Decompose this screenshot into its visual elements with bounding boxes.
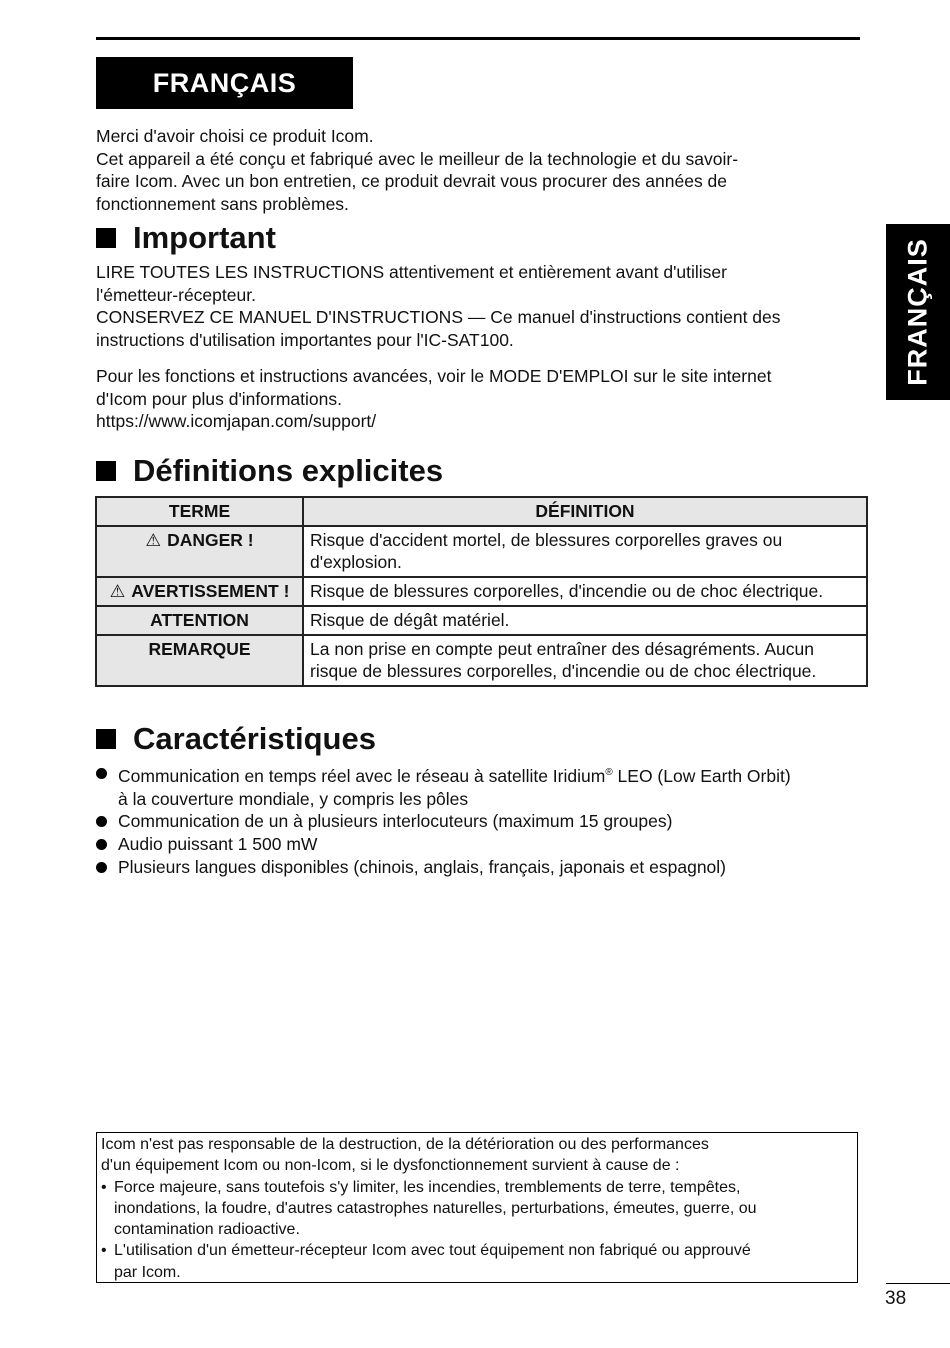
text-line: Pour les fonctions et instructions avancées, voir le MODE D'EMPLOI sur le site internet <box>96 366 772 386</box>
list-item <box>96 856 876 879</box>
features-list <box>96 762 876 878</box>
table-row <box>96 635 867 686</box>
text-line: d'Icom pour plus d'informations. <box>96 388 342 409</box>
disclaimer-box <box>96 1132 858 1283</box>
term-cell <box>96 526 303 577</box>
definition-cell <box>303 577 867 606</box>
warning-triangle-icon: ⚠ <box>109 581 126 602</box>
heading-text: Important <box>133 220 276 255</box>
important-paragraph <box>96 261 866 352</box>
disclaimer-line: d'un équipement Icom ou non-Icom, si le dysfonctionnement survient à cause de : <box>101 1157 680 1175</box>
table-row <box>96 526 867 577</box>
list-item <box>96 762 876 810</box>
warning-triangle-icon: ⚠ <box>145 529 162 550</box>
definition-line: d'explosion. <box>310 552 402 573</box>
column-header-definition: DÉFINITION <box>303 497 867 526</box>
text-line: CONSERVEZ CE MANUEL D'INSTRUCTIONS — Ce manuel d'instructions contient des <box>96 307 781 328</box>
definition-line: Risque de dégât matériel. <box>310 609 510 630</box>
definition-cell <box>303 635 867 686</box>
table-row <box>96 606 867 635</box>
advanced-info-paragraph <box>96 365 866 433</box>
disclaimer-line: inondations, la foudre, d'autres catastrophes naturelles, perturbations, émeutes, guerre, ou <box>114 1199 757 1217</box>
language-banner: FRANÇAIS <box>96 57 353 109</box>
intro-line: Cet appareil a été conçu et fabriqué avec le meilleur de la technologie et du savoir- <box>96 148 739 169</box>
term-text: REMARQUE <box>148 638 251 659</box>
disclaimer-line: par Icom. <box>114 1263 181 1281</box>
term-cell <box>96 635 303 686</box>
list-item <box>101 1240 853 1283</box>
top-rule <box>96 37 860 40</box>
side-tab-label: FRANÇAIS <box>902 238 933 386</box>
intro-line: faire Icom. Avec un bon entretien, ce produit devrait vous procurer des années de <box>96 171 728 192</box>
heading-text: Caractéristiques <box>133 721 376 756</box>
definition-line: Risque d'accident mortel, de blessures corporelles graves ou <box>310 529 783 550</box>
list-item <box>101 1177 853 1241</box>
definition-cell <box>303 526 867 577</box>
table-row <box>96 577 867 606</box>
definition-cell <box>303 606 867 635</box>
intro-line: Merci d'avoir choisi ce produit Icom. <box>96 126 374 146</box>
definition-line: risque de blessures corporelles, d'incendie ou de choc électrique. <box>310 661 817 682</box>
term-text: DANGER ! <box>167 529 254 550</box>
term-cell <box>96 577 303 606</box>
disclaimer-line: L'utilisation d'un émetteur-récepteur Icom avec tout équipement non fabriqué ou approuvé <box>114 1242 751 1260</box>
disclaimer-line: Icom n'est pas responsable de la destruction, de la détérioration ou des performances <box>101 1136 709 1153</box>
support-url[interactable]: https://www.icomjapan.com/support/ <box>96 411 377 432</box>
section-heading-important <box>96 220 276 256</box>
disclaimer-line: contamination radioactive. <box>114 1221 300 1239</box>
definition-line: Risque de blessures corporelles, d'incendie ou de choc électrique. <box>310 581 824 602</box>
feature-text: LEO (Low Earth Orbit) <box>612 765 791 786</box>
intro-line: fonctionnement sans problèmes. <box>96 194 349 215</box>
bullet-dot-icon <box>96 862 107 873</box>
footer-rule <box>886 1283 950 1284</box>
list-item <box>96 810 876 833</box>
feature-text: Audio puissant 1 500 mW <box>118 833 318 854</box>
feature-text: Plusieurs langues disponibles (chinois, anglais, français, japonais et espagnol) <box>118 856 726 877</box>
column-header-term: TERME <box>96 497 303 526</box>
section-heading-features <box>96 721 376 757</box>
heading-text: Définitions explicites <box>133 453 444 488</box>
disclaimer-list <box>101 1177 853 1283</box>
term-text: ATTENTION <box>150 609 249 630</box>
side-language-tab <box>886 224 950 400</box>
bullet-glyph: • <box>101 1178 107 1196</box>
square-bullet-icon <box>96 461 116 481</box>
feature-text: à la couverture mondiale, y compris les pôles <box>118 788 469 809</box>
intro-paragraph <box>96 125 866 216</box>
bullet-dot-icon <box>96 839 107 850</box>
page-number: 38 <box>885 1288 907 1309</box>
list-item <box>96 833 876 856</box>
table-header-row <box>96 497 867 526</box>
registered-mark: ® <box>605 767 613 778</box>
feature-text: Communication de un à plusieurs interlocuteurs (maximum 15 groupes) <box>118 811 673 832</box>
definitions-table <box>95 496 868 687</box>
term-cell <box>96 606 303 635</box>
bullet-dot-icon <box>96 816 107 827</box>
text-line: l'émetteur-récepteur. <box>96 284 256 305</box>
bullet-dot-icon <box>96 768 107 779</box>
definition-line: La non prise en compte peut entraîner des désagréments. Aucun <box>310 638 814 659</box>
square-bullet-icon <box>96 228 116 248</box>
disclaimer-line: Force majeure, sans toutefois s'y limiter, les incendies, tremblements de terre, tempêtes, <box>114 1178 741 1196</box>
term-text: AVERTISSEMENT ! <box>131 581 290 602</box>
bullet-glyph: • <box>101 1242 107 1260</box>
text-line: instructions d'utilisation importantes pour l'IC-SAT100. <box>96 330 514 351</box>
text-line: LIRE TOUTES LES INSTRUCTIONS attentivement et entièrement avant d'utiliser <box>96 262 727 282</box>
square-bullet-icon <box>96 729 116 749</box>
section-heading-definitions <box>96 453 443 489</box>
feature-text: Communication en temps réel avec le réseau à satellite Iridium <box>118 765 606 786</box>
